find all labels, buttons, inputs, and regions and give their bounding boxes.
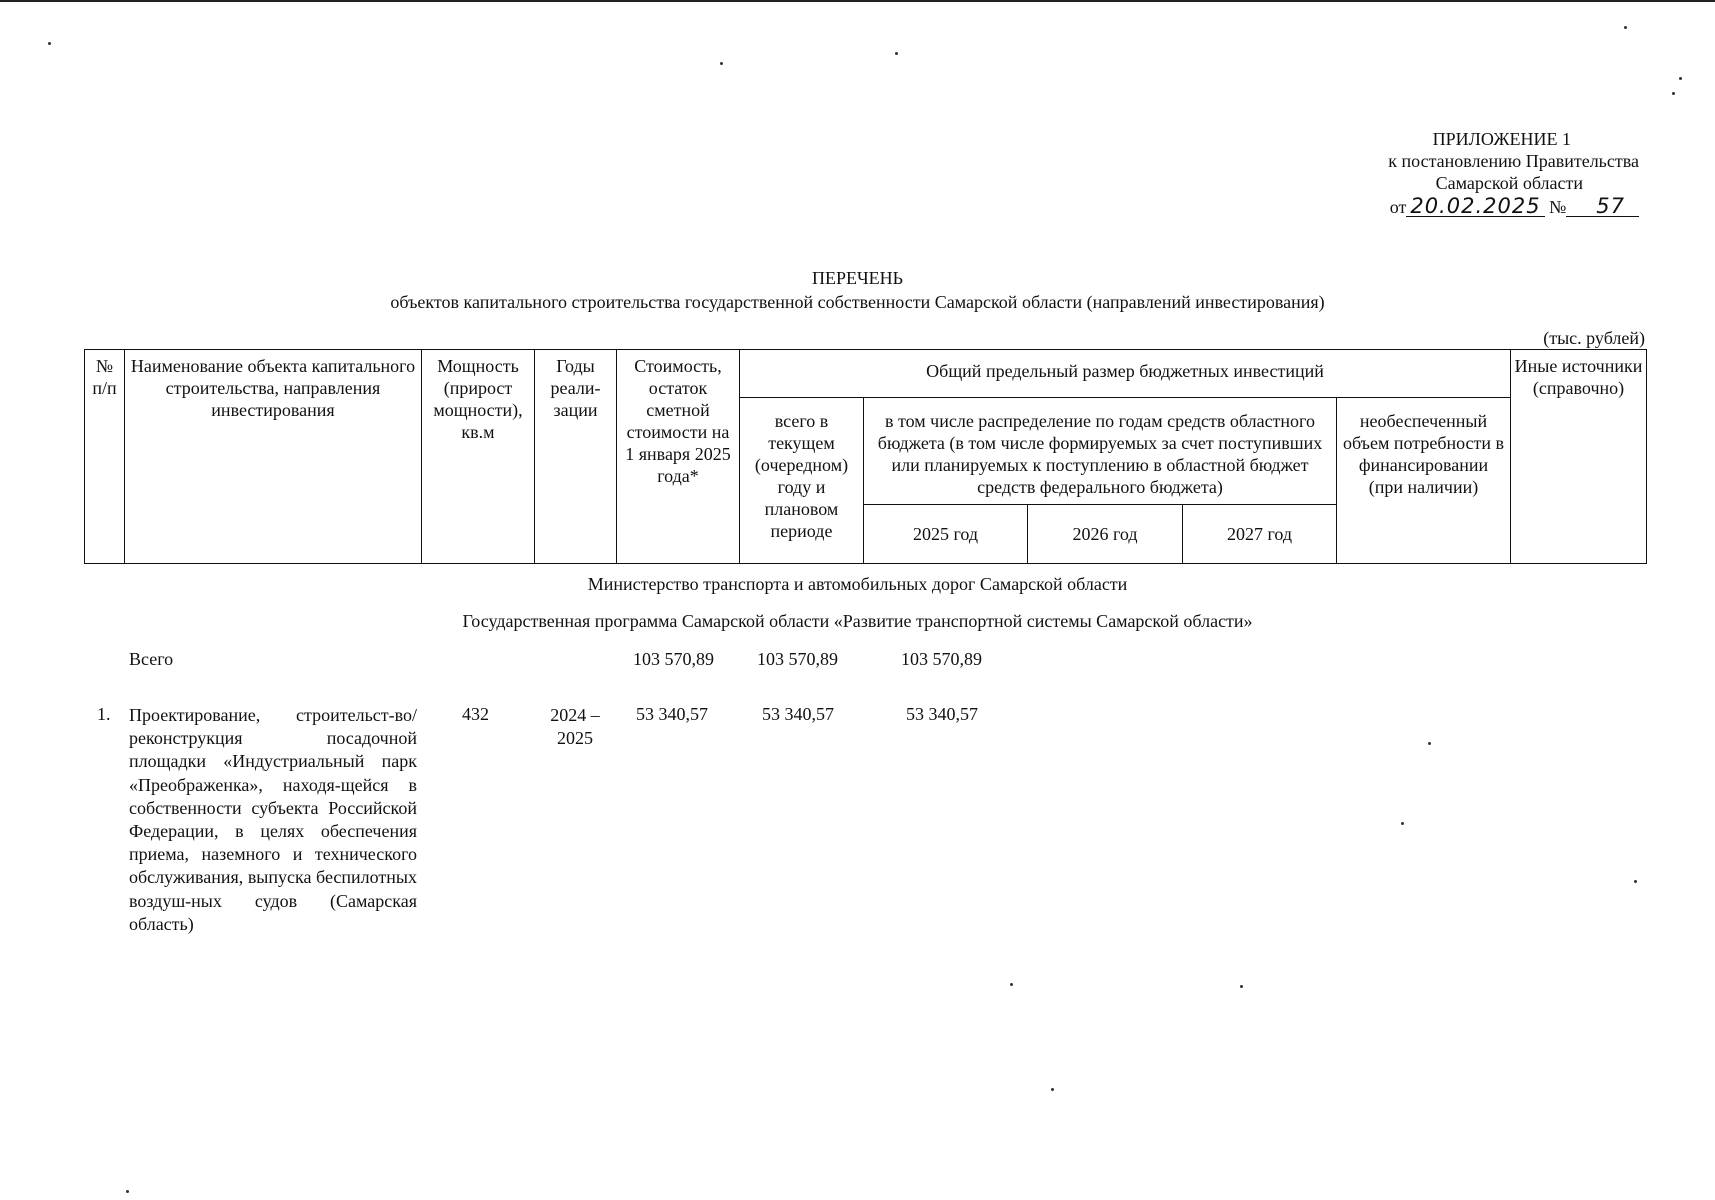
scan-speck	[720, 62, 723, 65]
col-header-budget: Общий предельный размер бюджетных инвестиций	[740, 350, 1511, 398]
col-header-distribution: в том числе распределение по годам средств областного бюджета (в том числе формируемых за счет поступивших или планируемых к поступлению в областной бюджет средств федерального бюджета)	[864, 398, 1337, 505]
scan-speck	[1051, 1088, 1054, 1091]
row-2025-value: 53 340,57	[906, 704, 978, 724]
appendix-title: ПРИЛОЖЕНИЕ 1	[1432, 129, 1571, 149]
col-header-other: Иные источники (справочно)	[1511, 350, 1647, 564]
row-object-name: Проектирование, строительст-во/реконструкция посадочной площадки «Индустриальный парк «Преображенка», находя-щейся в собственности субъекта Российской Федерации, в целях обеспечения приема, наземного и технического обслуживания, выпуска беспилотных воздуш-ных судов (Самарская область)	[129, 705, 417, 934]
total-period-value: 103 570,89	[757, 649, 838, 669]
handwritten-number: 57	[1566, 196, 1639, 217]
units-label: (тыс. рублей)	[1543, 328, 1645, 348]
appendix-region: Самарской области	[1435, 173, 1583, 193]
document-title: ПЕРЕЧЕНЬ	[811, 268, 904, 288]
row-total-period: 53 340,57	[762, 704, 834, 724]
document-subtitle: объектов капитального строительства государственной собственности Самарской области (направлений инвестирования)	[390, 292, 1325, 312]
col-header-name: Наименование объекта капитального строительства, направления инвестирования	[125, 350, 422, 564]
ministry-heading: Министерство транспорта и автомобильных дорог Самарской области	[587, 574, 1128, 594]
row-capacity: 432	[462, 704, 489, 724]
col-header-2027: 2027 год	[1183, 505, 1337, 564]
scan-top-edge	[0, 0, 1715, 2]
scan-speck	[1428, 742, 1431, 745]
scan-speck	[895, 52, 898, 55]
row-cost: 53 340,57	[636, 704, 708, 724]
scan-speck	[1401, 822, 1404, 825]
col-header-capacity: Мощность (прирост мощности), кв.м	[422, 350, 535, 564]
scan-speck	[1010, 983, 1013, 986]
appendix-decree: к постановлению Правительства	[1388, 151, 1639, 171]
col-header-years: Годы реали-зации	[535, 350, 617, 564]
col-header-unfunded: необеспеченный объем потребности в финансировании (при наличии)	[1337, 398, 1511, 564]
number-prefix: №	[1549, 197, 1567, 217]
total-2025-value: 103 570,89	[901, 649, 982, 669]
col-header-total-period: всего в текущем (очередном) году и плановом периоде	[740, 398, 864, 564]
header-table	[84, 349, 1647, 564]
total-label: Всего	[129, 649, 174, 669]
program-heading: Государственная программа Самарской области «Развитие транспортной системы Самарской области»	[462, 611, 1253, 631]
scan-speck	[1624, 26, 1627, 29]
col-header-2026: 2026 год	[1028, 505, 1183, 564]
appendix-block	[1388, 128, 1639, 218]
row-years: 2024 – 2025	[550, 705, 600, 748]
total-cost: 103 570,89	[633, 649, 714, 669]
scan-speck	[126, 1190, 129, 1193]
appendix-date-line	[1388, 196, 1639, 218]
scan-speck	[1240, 985, 1243, 988]
row-number: 1.	[97, 704, 111, 724]
handwritten-date: 20.02.2025	[1406, 196, 1544, 217]
scan-speck	[1672, 92, 1675, 95]
scan-speck	[1679, 77, 1682, 80]
date-prefix: от	[1389, 197, 1407, 217]
scan-speck	[48, 42, 51, 45]
col-header-2025: 2025 год	[864, 505, 1028, 564]
col-header-cost: Стоимость, остаток сметной стоимости на 1 января 2025 года*	[617, 350, 740, 564]
scan-speck	[1634, 880, 1637, 883]
col-header-num: № п/п	[85, 350, 125, 564]
